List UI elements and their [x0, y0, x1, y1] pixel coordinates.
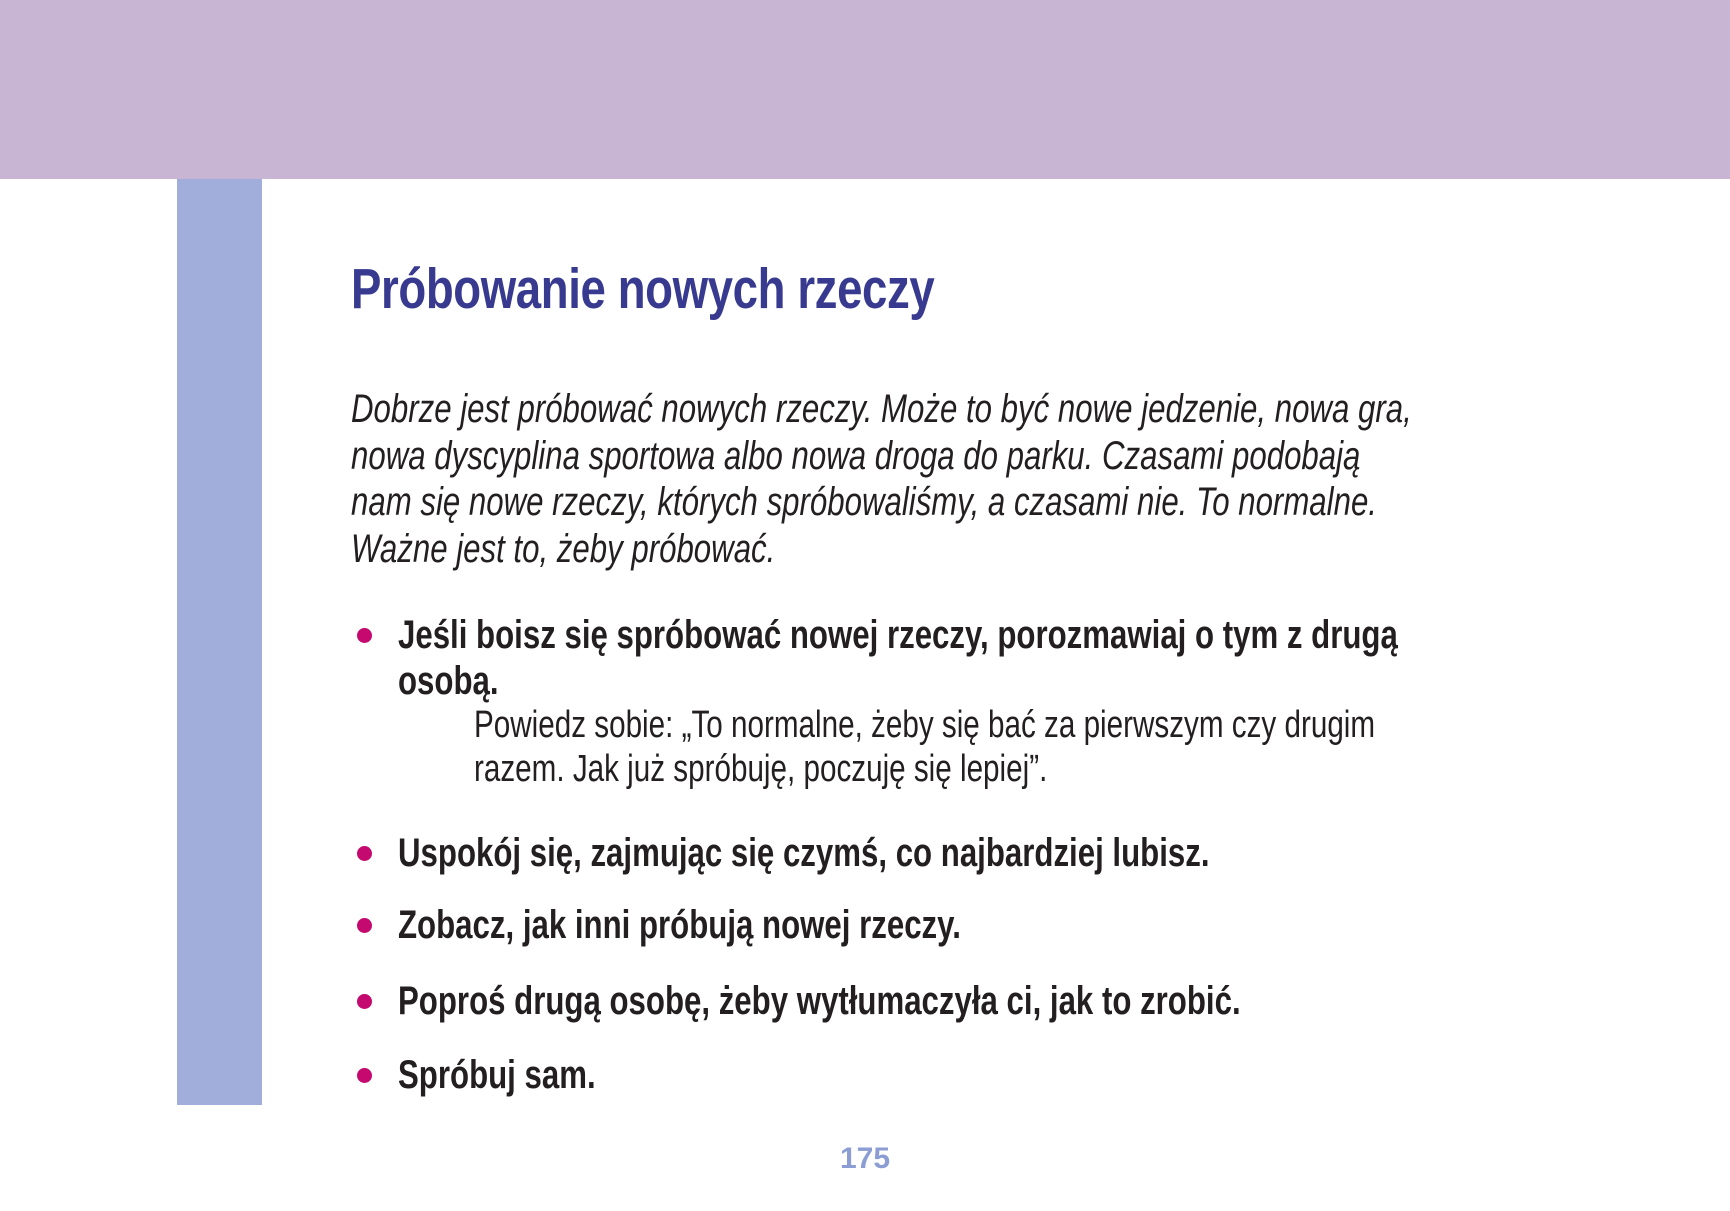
bullet-line: Poproś drugą osobę, żeby wytłumaczyła ci, jak to zrobić.	[398, 979, 1241, 1023]
intro-paragraph	[351, 386, 1412, 572]
page-title: Próbowanie nowych rzeczy	[351, 257, 935, 321]
bullet-item-3-text	[398, 902, 961, 948]
page-number: 175	[839, 1142, 891, 1175]
bullet-item-5	[357, 1052, 651, 1098]
bullet-item-1-note	[474, 703, 1375, 791]
note-line: razem. Jak już spróbuję, poczuję się lepiej”.	[474, 748, 1048, 790]
bullet-marker-icon	[357, 628, 372, 643]
note-line: Powiedz sobie: „To normalne, żeby się bać za pierwszym czy drugim	[474, 704, 1376, 746]
intro-line: Ważne jest to, żeby próbować.	[351, 526, 776, 571]
bullet-item-2-text	[398, 830, 1209, 876]
bullet-line: osobą.	[398, 659, 499, 703]
bullet-item-1	[357, 612, 1680, 704]
bullet-marker-icon	[357, 994, 372, 1009]
intro-line: Dobrze jest próbować nowych rzeczy. Może to być nowe jedzenie, nowa gra,	[351, 387, 1412, 431]
bullet-marker-icon	[357, 1068, 372, 1083]
bullet-marker-icon	[357, 918, 372, 933]
bullet-line: Uspokój się, zajmując się czymś, co najbardziej lubisz.	[398, 831, 1210, 875]
bullet-marker-icon	[357, 846, 372, 861]
bullet-item-4	[357, 978, 1478, 1024]
side-bar	[177, 179, 262, 1105]
intro-line: nam się nowe rzeczy, których spróbowaliśmy, a czasami nie. To normalne.	[351, 480, 1377, 524]
intro-line: nowa dyscyplina sportowa albo nowa droga do parku. Czasami podobają	[351, 433, 1361, 478]
top-band	[0, 0, 1730, 179]
bullet-item-5-text	[398, 1052, 596, 1098]
bullet-item-4-text	[398, 978, 1241, 1024]
bullet-item-2	[357, 830, 1438, 876]
bullet-line: Zobacz, jak inni próbują nowej rzeczy.	[398, 903, 961, 947]
bullet-item-1-text	[398, 612, 1398, 704]
bullet-item-3	[357, 902, 1120, 948]
bullet-line: Jeśli boisz się spróbować nowej rzeczy, porozmawiaj o tym z drugą	[398, 613, 1398, 657]
bullet-line: Spróbuj sam.	[398, 1053, 596, 1097]
